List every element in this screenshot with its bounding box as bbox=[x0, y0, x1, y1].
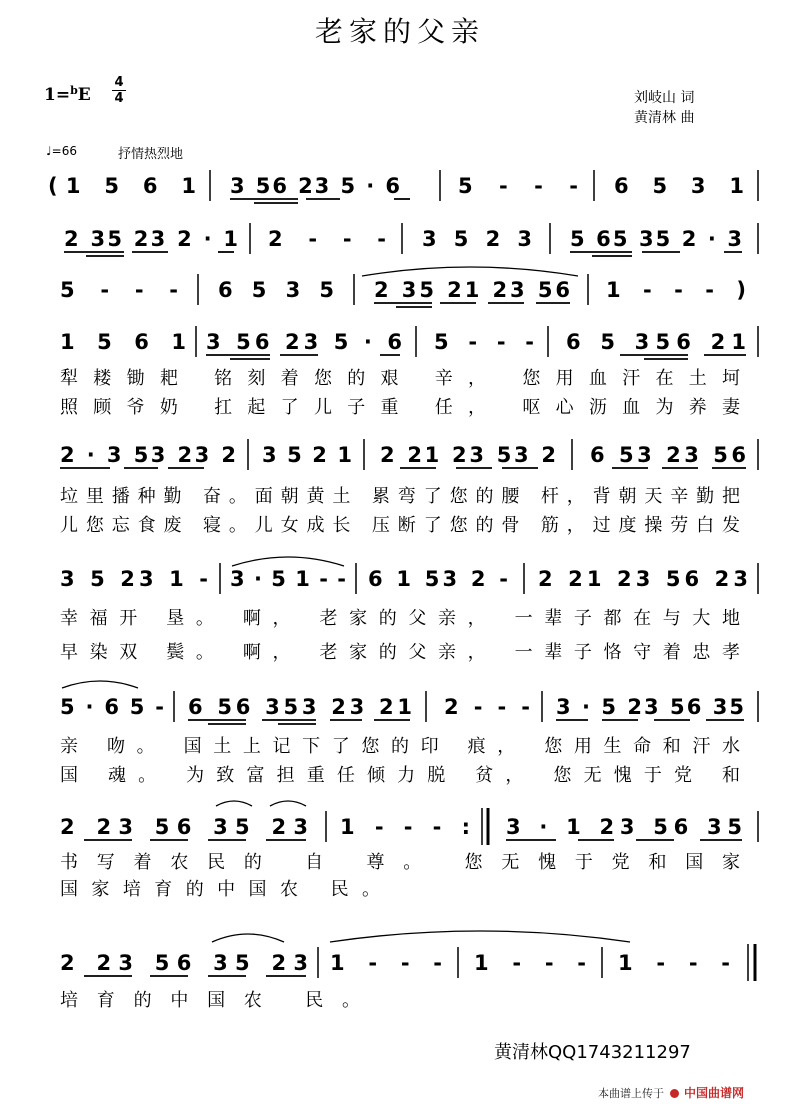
measure-3-4: 1 - - - ) bbox=[606, 278, 746, 302]
lyrics-5-verse-2: 儿您忘食废 寝。儿女成长 压断了您的骨 筋，过度操劳白发 bbox=[60, 515, 740, 536]
tempo-marking: ♩=66 bbox=[46, 144, 77, 158]
arranger-signature: 黄清林QQ1743211297 bbox=[494, 1042, 691, 1063]
system-8 bbox=[60, 801, 758, 900]
lyrics-5-verse-1: 垃里播种勤 奋。面朝黄土 累弯了您的腰 杆，背朝天辛勤把 bbox=[60, 486, 740, 507]
measure-2-3: 3 5 2 3 bbox=[422, 227, 532, 251]
site-footer bbox=[598, 1084, 744, 1101]
flat-sign: b bbox=[70, 84, 78, 97]
site-logo-icon bbox=[670, 1089, 679, 1098]
measure-7-3: 2 - - - bbox=[444, 695, 530, 719]
tie bbox=[330, 931, 630, 942]
slur bbox=[362, 267, 578, 276]
time-signature-bottom: 4 bbox=[114, 91, 124, 106]
system-3 bbox=[60, 267, 746, 307]
system-2 bbox=[64, 223, 758, 256]
system-4 bbox=[60, 326, 758, 418]
lyrics-7-verse-1: 亲 吻。 国土上记下了您的印 痕， 您用生命和汗水 bbox=[60, 736, 740, 757]
lyrics-9-verse-1: 培育的中国农 民。 bbox=[60, 990, 360, 1011]
site-name[interactable]: 中国曲谱网 bbox=[684, 1086, 745, 1100]
lyrics-6-verse-1: 幸福开 垦。 啊， 老家的父亲， 一辈子都在与大地 bbox=[60, 608, 740, 629]
measure-1-3: 5 - - - bbox=[458, 174, 578, 198]
measure-7-4: 3 · 5 23 56 35 bbox=[556, 695, 744, 719]
measure-5-1: 2 · 3 53 23 2 bbox=[60, 443, 236, 467]
measure-6-3: 6 1 53 2 - bbox=[368, 567, 508, 591]
slur bbox=[216, 801, 252, 806]
measure-6-2: 3 · 5 1 - - bbox=[230, 567, 346, 591]
measure-7-1: 5 · 6 5 - bbox=[60, 695, 164, 719]
measure-3-2: 6 5 3 5 bbox=[218, 278, 334, 302]
lyrics-6-verse-2: 早染双 鬓。 啊， 老家的父亲， 一辈子恪守着忠孝 bbox=[60, 642, 740, 663]
expression-marking: 抒情热烈地 bbox=[118, 147, 184, 162]
measure-9-4: 1 - - - bbox=[618, 951, 730, 975]
measure-6-1: 3 5 23 1 - bbox=[60, 567, 208, 591]
slur bbox=[232, 557, 344, 566]
lyrics-4-verse-2: 照顾爷奶 扛起了儿子重 任， 呕心沥血为养妻 bbox=[60, 397, 740, 418]
measure-8-3: 3 · 1 23 56 35 bbox=[506, 815, 742, 839]
measure-8-2: 1 - - - : bbox=[340, 815, 470, 839]
tie bbox=[62, 681, 138, 688]
slur bbox=[212, 934, 284, 942]
measure-2-1: 2 35 23 2 · 1 bbox=[64, 227, 238, 251]
measure-9-1: 2 23 56 35 23 bbox=[60, 951, 308, 975]
lyrics-7-verse-2: 国 魂。 为致富担重任倾力脱 贫， 您无愧于党 和 bbox=[60, 765, 740, 786]
measure-4-2: 3 56 23 5 · 6 bbox=[206, 330, 402, 354]
slur bbox=[270, 801, 306, 806]
lyrics-4-verse-1: 犁耧锄耙 铭刻着您的艰 辛， 您用血汗在土坷 bbox=[60, 368, 740, 389]
lyrics-8-verse-1: 书写着农民的 自 尊。 您无愧于党和国家 bbox=[60, 852, 740, 873]
lyrics-8-verse-2: 国家培育的中国农 民。 bbox=[60, 879, 380, 900]
composer-credit: 黄清林 曲 bbox=[634, 110, 695, 126]
key-prefix: 1= bbox=[44, 85, 71, 105]
measure-1-2: 3 56 23 5 · 6 bbox=[230, 174, 400, 198]
system-1 bbox=[48, 170, 758, 203]
measure-5-4: 6 53 23 56 bbox=[590, 443, 746, 467]
lyricist-credit: 刘岐山 词 bbox=[634, 90, 695, 106]
measure-7-2: 6 56 353 23 21 bbox=[188, 695, 412, 719]
measure-2-2: 2 - - - bbox=[268, 227, 386, 251]
measure-1-4: 6 5 3 1 bbox=[614, 174, 744, 198]
measure-8-1: 2 23 56 35 23 bbox=[60, 815, 308, 839]
measure-2-4: 5 65 35 2 · 3 bbox=[570, 227, 742, 251]
song-title: 老家的父亲 bbox=[314, 15, 485, 48]
measure-4-3: 5 - - - bbox=[434, 330, 534, 354]
time-signature-top: 4 bbox=[114, 75, 124, 90]
measure-9-3: 1 - - - bbox=[474, 951, 586, 975]
system-6 bbox=[60, 557, 758, 663]
measure-4-4: 6 5 356 21 bbox=[566, 330, 746, 354]
system-5 bbox=[60, 439, 758, 536]
measure-5-2: 3 5 2 1 bbox=[262, 443, 352, 467]
measure-4-1: 1 5 6 1 bbox=[60, 330, 186, 354]
measure-3-1: 5 - - - bbox=[60, 278, 178, 302]
measure-5-3: 2 21 23 53 2 bbox=[380, 443, 556, 467]
measure-1-1: (1 5 6 1 bbox=[48, 174, 196, 198]
system-9 bbox=[60, 931, 755, 1011]
measure-3-3: 2 35 21 23 56 bbox=[374, 278, 570, 302]
key-note: E bbox=[77, 85, 91, 105]
upload-text: 本曲谱上传于 bbox=[598, 1087, 664, 1100]
system-7 bbox=[60, 681, 758, 786]
measure-9-2: 1 - - - bbox=[330, 951, 442, 975]
measure-6-4: 2 21 23 56 23 bbox=[538, 567, 748, 591]
